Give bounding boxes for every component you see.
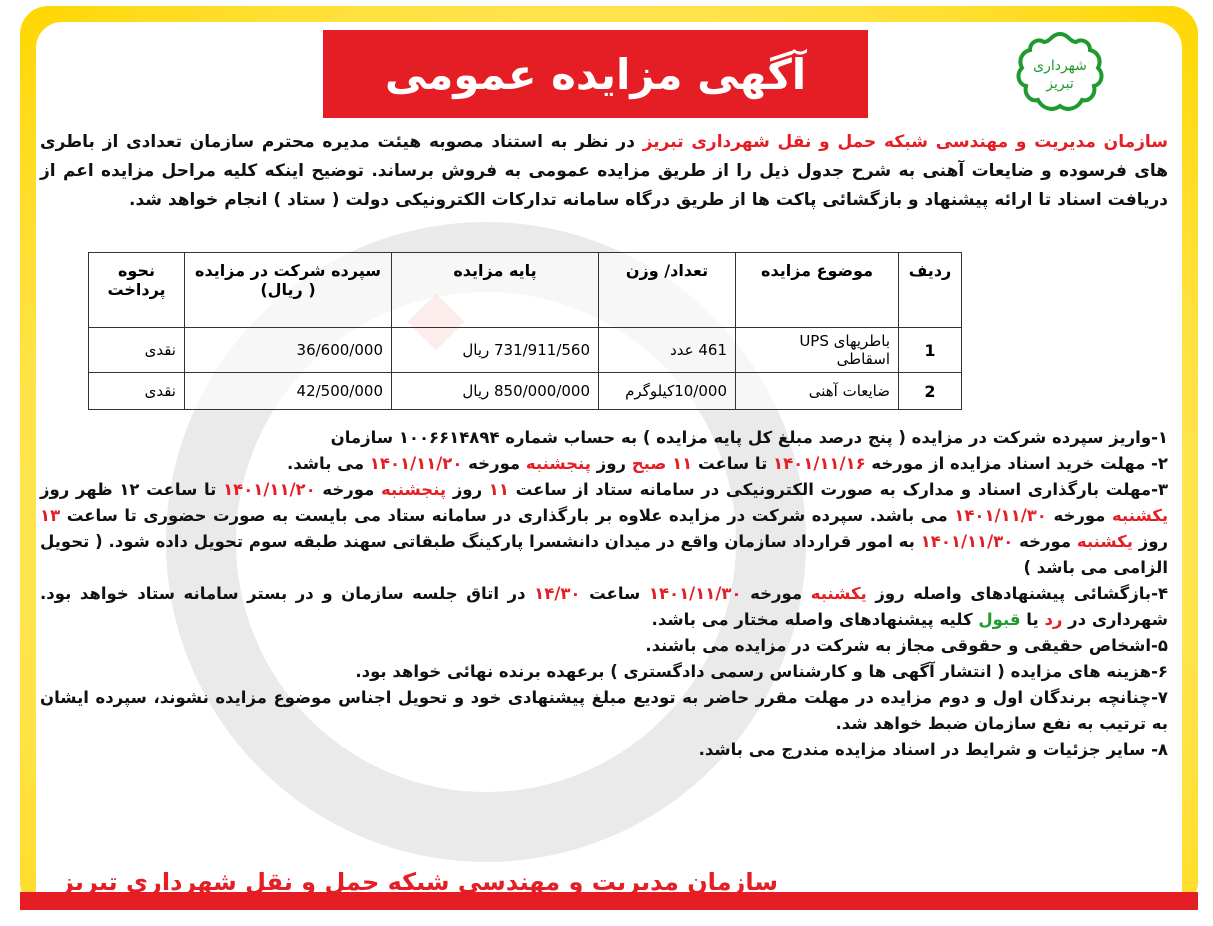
item-date: ۱۴۰۱/۱۱/۳۰	[648, 584, 742, 603]
cell-base: 850/000/000 ریال	[392, 373, 599, 410]
item-text: به امور قرارداد سازمان واقع در میدان دانشسرا پارکینگ طبقاتی سهند طبقه سوم تحویل داده شود. ( تحویل الزامی می باشد )	[40, 532, 1168, 577]
col-header: ردیف	[899, 253, 962, 328]
item-text: تا ساعت	[697, 454, 768, 473]
item-text: کلیه پیشنهادهای واصله مختار می باشد.	[651, 610, 973, 629]
cell-payment: نقدی	[89, 373, 185, 410]
item-accept: قبول	[978, 610, 1021, 629]
item-text: تا ساعت ۱۲ ظهر روز	[40, 480, 217, 499]
item-date: ۱۴۰۱/۱۱/۲۰	[223, 480, 316, 499]
item-time: ۱۴/۳۰	[534, 584, 581, 603]
item-text: ساعت	[589, 584, 641, 603]
list-item: ۷-چنانچه برندگان اول و دوم مزایده در مهلت مقرر حاضر به تودیع مبلغ پیشنهادی خود و تحویل اجناس موضوع مزایده نشوند، سپرده ایشان به ترتیب به نفع سازمان ضبط خواهد شد.	[40, 688, 1168, 733]
item-text: مورخه	[750, 584, 803, 603]
list-item: ۶-هزینه های مزایده ( انتشار آگهی ها و کارشناس رسمی دادگستری ) برعهده برنده نهائی خواهد بود.	[355, 662, 1168, 681]
municipality-tabriz-logo-icon	[1010, 28, 1110, 122]
logo-text-1: شهرداری	[1033, 58, 1087, 74]
list-item	[40, 477, 1168, 581]
item-text: ۲- مهلت خرید اسناد مزایده از مورخه	[871, 454, 1168, 473]
col-header: نحوه پرداخت	[89, 253, 185, 328]
col-header: پایه مزایده	[392, 253, 599, 328]
item-date: ۱۴۰۱/۱۱/۳۰	[920, 532, 1014, 551]
cell-deposit: 42/500/000	[185, 373, 392, 410]
item-day: یکشنبه	[1076, 532, 1133, 551]
page-title: آگهی مزایده عمومی	[384, 49, 807, 99]
table-row	[89, 328, 962, 373]
intro-paragraph	[40, 128, 1168, 215]
item-text: یا	[1026, 610, 1039, 629]
item-text: مورخه	[1053, 506, 1106, 525]
item-text: مورخه	[1019, 532, 1072, 551]
item-day: پنجشنبه	[381, 480, 447, 499]
cell-qty: 10/000کیلوگرم	[599, 373, 736, 410]
list-item: ۱-واریز سپرده شرکت در مزایده ( پنج درصد مبلغ کل پایه مزایده ) به حساب شماره ۱۰۰۶۶۱۴۸۹۴ سازمان	[330, 428, 1168, 447]
item-time: ۱۱ صبح	[631, 454, 693, 473]
item-text: ۴-بازگشائی پیشنهادهای واصله روز	[875, 584, 1169, 603]
cell-subject: ضایعات آهنی	[736, 373, 899, 410]
item-day: یکشنبه	[810, 584, 867, 603]
municipality-logo	[1010, 28, 1110, 122]
cell-deposit: 36/600/000	[185, 328, 392, 373]
title-banner	[323, 30, 868, 118]
item-reject: رد	[1044, 610, 1063, 629]
item-day: پنجشنبه	[525, 454, 591, 473]
table-header-row	[89, 253, 962, 328]
list-item: ۵-اشخاص حقیقی و حقوقی مجاز به شرکت در مزایده می باشند.	[645, 636, 1168, 655]
col-header: تعداد/ وزن	[599, 253, 736, 328]
item-date: ۱۴۰۱/۱۱/۳۰	[954, 506, 1047, 525]
item-text: در اتاق جلسه سازمان و در بستر سامانه ستاد خواهد بود. شهرداری در	[40, 584, 1168, 629]
intro-org: سازمان مدیریت و مهندسی شبکه حمل و نقل شهرداری تبریز	[642, 132, 1168, 152]
item-time: ۱۳	[40, 506, 61, 525]
intro-text: در نظر به استناد مصوبه هیئت مدیره محترم سازمان تعدادی از باطری های فرسوده و ضایعات آهنی به شرح جدول ذیل را از طریق مزایده عمومی به فروش برساند. توضیح اینکه کلیه مراحل مزایده اعم از دریافت اسناد تا ارائه پیشنهاد و بازگشائی پاکت ها از طریق درگاه سامانه تدارکات الکترونیکی دولت ( ستاد ) انجام خواهد شد.	[40, 132, 1168, 210]
cell-base: 731/911/560 ریال	[392, 328, 599, 373]
cell-no: 1	[899, 328, 962, 373]
cell-payment: نقدی	[89, 328, 185, 373]
item-text: روز	[452, 480, 483, 499]
table-row	[89, 373, 962, 410]
col-header: موضوع مزایده	[736, 253, 899, 328]
item-time: ۱۱	[488, 480, 509, 499]
item-date: ۱۴۰۱/۱۱/۱۶	[773, 454, 866, 473]
item-text: می باشد.	[286, 454, 365, 473]
cell-subject: باطریهای UPS اسقاطی	[736, 328, 899, 373]
item-text: روز	[596, 454, 626, 473]
list-item	[40, 581, 1168, 633]
col-header: سپرده شرکت در مزایده ( ریال)	[185, 253, 392, 328]
item-text: روز	[1138, 532, 1168, 551]
cell-no: 2	[899, 373, 962, 410]
auction-table	[88, 252, 962, 410]
logo-text-2: تبریز	[1046, 76, 1074, 92]
item-text: مورخه	[468, 454, 521, 473]
cell-qty: 461 عدد	[599, 328, 736, 373]
item-text: ۳-مهلت بارگذاری اسناد و مدارک به صورت الکترونیکی در سامانه ستاد از ساعت	[515, 480, 1169, 499]
item-date: ۱۴۰۱/۱۱/۲۰	[369, 454, 463, 473]
list-item	[40, 451, 1168, 477]
list-item: ۸- سایر جزئیات و شرایط در اسناد مزایده مندرج می باشد.	[698, 740, 1168, 759]
item-day: یکشنبه	[1111, 506, 1169, 525]
conditions-list	[40, 425, 1168, 763]
item-text: مورخه	[322, 480, 375, 499]
footer-signature: سازمان مدیریت و مهندسی شبکه حمل و نقل شهرداری تبریز	[60, 868, 778, 896]
item-text: می باشد. سپرده شرکت در مزایده علاوه بر بارگذاری در سامانه ستاد می بایست به صورت حضوری تا ساعت	[66, 506, 948, 525]
